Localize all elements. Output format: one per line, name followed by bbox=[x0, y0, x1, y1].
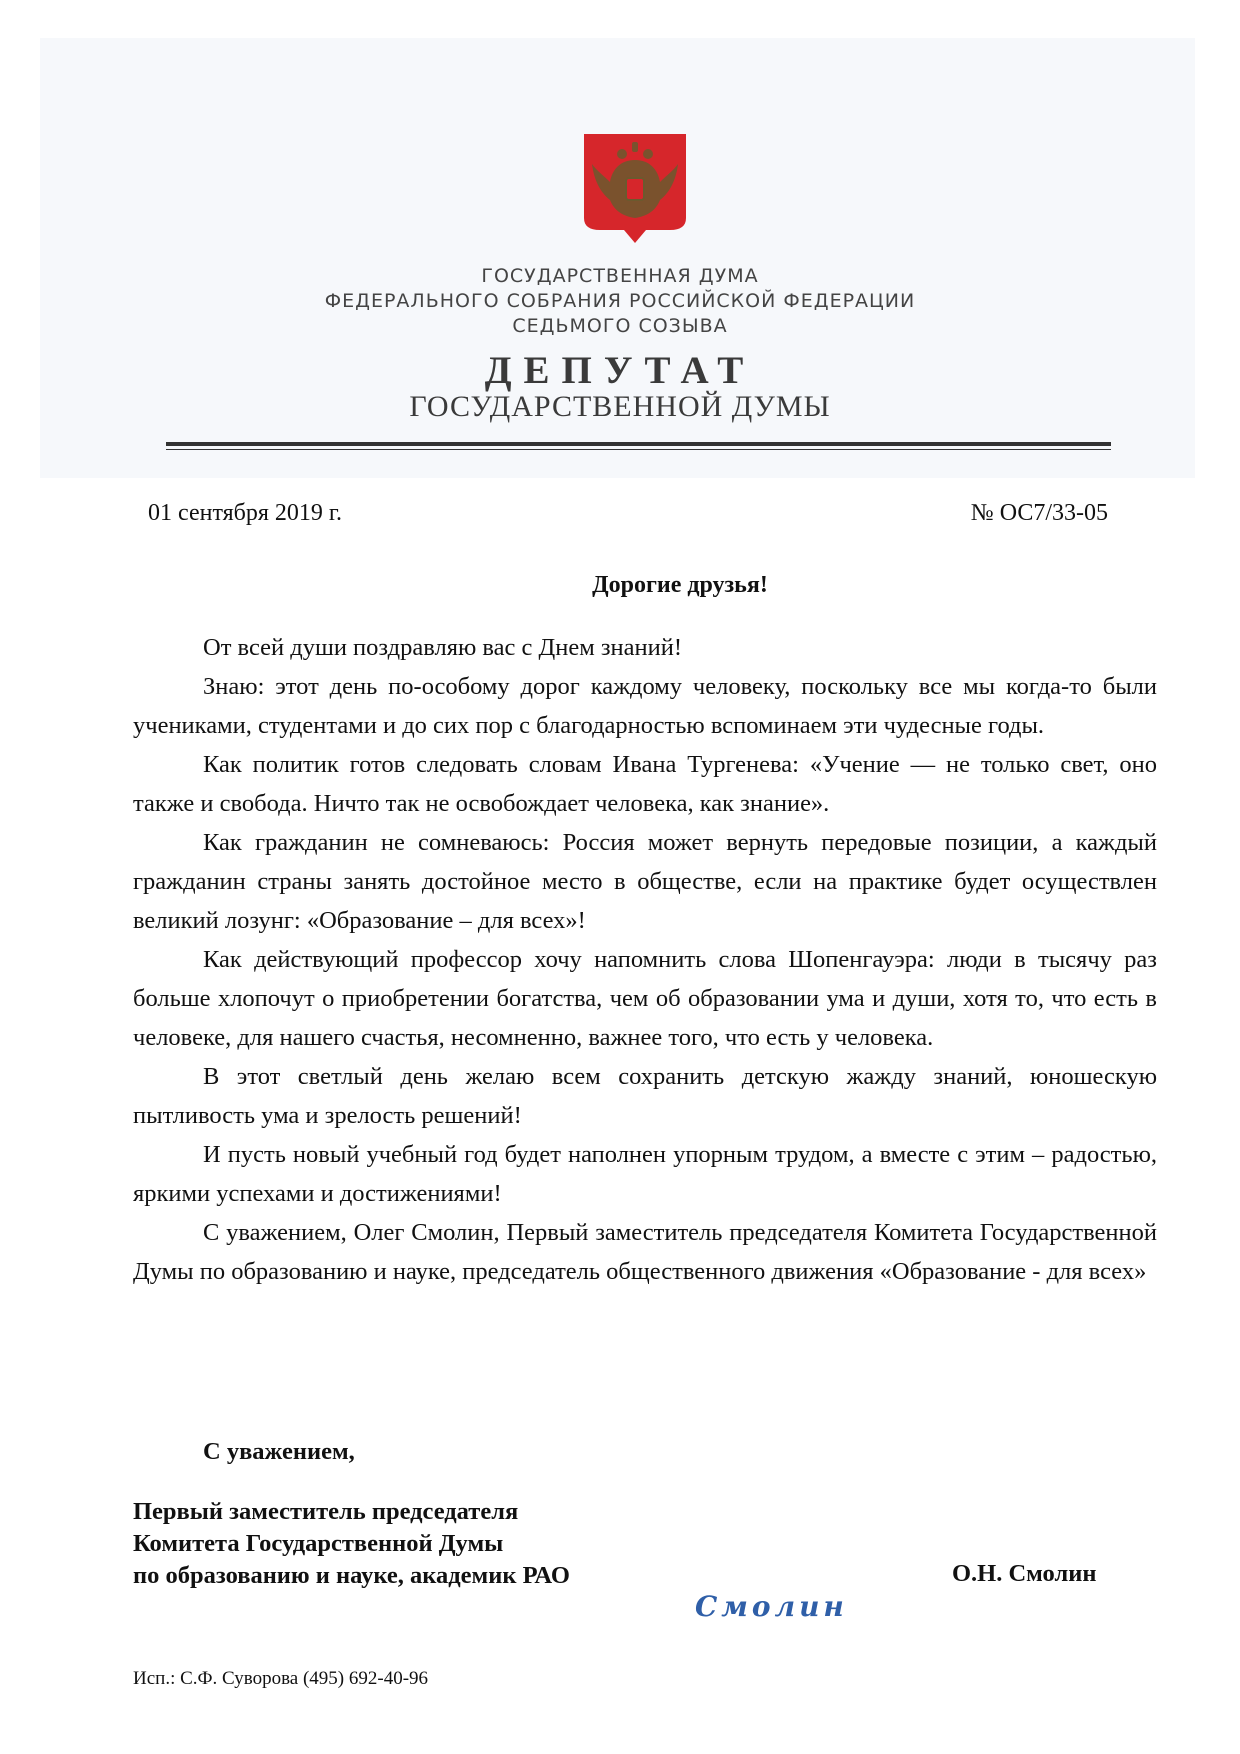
paragraph: Как гражданин не сомневаюсь: Россия может вернуть передовые позиции, а каждый гражданин страны занять достойное место в обществе, если на практике будет осуществлен великий лозунг: «Образование – для всех»! bbox=[133, 829, 1157, 934]
paragraph: Как политик готов следовать словам Ивана Тургенева: «Учение — не только свет, оно также и свобода. Ничто так не освобождает человека, как знание». bbox=[133, 751, 1157, 817]
paragraph: С уважением, Олег Смолин, Первый заместитель председателя Комитета Государственной Думы по образованию и науке, председатель общественного движения «Образование - для всех» bbox=[133, 1219, 1157, 1285]
letter-number: № ОС7/33-05 bbox=[970, 500, 1108, 526]
letter-body bbox=[133, 628, 1157, 1291]
position-line: по образованию и науке, академик РАО bbox=[133, 1562, 570, 1589]
paragraph: И пусть новый учебный год будет наполнен упорным трудом, а вместе с этим – радостью, яркими успехами и достижениями! bbox=[133, 1141, 1157, 1207]
signer-name: О.Н. Смолин bbox=[952, 1560, 1097, 1587]
paragraph: От всей души поздравляю вас с Днем знаний! bbox=[203, 634, 683, 661]
russian-coat-of-arms-icon bbox=[580, 130, 690, 245]
deputy-title: ДЕПУТАТ bbox=[484, 349, 756, 392]
letterhead-rule-thick bbox=[166, 442, 1111, 446]
org-line-3: СЕДЬМОГО СОЗЫВА bbox=[512, 315, 728, 337]
letter-date: 01 сентября 2019 г. bbox=[148, 500, 343, 526]
letterhead-rule-thin bbox=[166, 449, 1111, 450]
salutation: Дорогие друзья! bbox=[592, 572, 768, 598]
org-line-1: ГОСУДАРСТВЕННАЯ ДУМА bbox=[481, 265, 759, 287]
paragraph: Знаю: этот день по-особому дорог каждому человеку, поскольку все мы когда-то были учениками, студентами и до сих пор с благодарностью вспоминаем эти чудесные годы. bbox=[133, 673, 1157, 739]
duma-title: ГОСУДАРСТВЕННОЙ ДУМЫ bbox=[409, 390, 831, 423]
closing: С уважением, bbox=[203, 1438, 355, 1465]
position-line: Комитета Государственной Думы bbox=[133, 1530, 504, 1557]
paragraph: Как действующий профессор хочу напомнить слова Шопенгауэра: люди в тысячу раз больше хлопочут о приобретении богатства, чем об образовании ума и души, хотя то, что есть в человеке, для нашего счастья, несомненно, важнее того, что есть у человека. bbox=[133, 946, 1157, 1051]
handwritten-signature: Смолин bbox=[695, 1590, 848, 1623]
org-line-2: ФЕДЕРАЛЬНОГО СОБРАНИЯ РОССИЙСКОЙ ФЕДЕРАЦИИ bbox=[324, 290, 916, 312]
executor-line: Исп.: С.Ф. Суворова (495) 692-40-96 bbox=[133, 1668, 429, 1689]
position-line: Первый заместитель председателя bbox=[133, 1498, 519, 1525]
paragraph: В этот светлый день желаю всем сохранить детскую жажду знаний, юношескую пытливость ума и зрелость решений! bbox=[133, 1063, 1157, 1129]
signer-position bbox=[133, 1496, 570, 1592]
